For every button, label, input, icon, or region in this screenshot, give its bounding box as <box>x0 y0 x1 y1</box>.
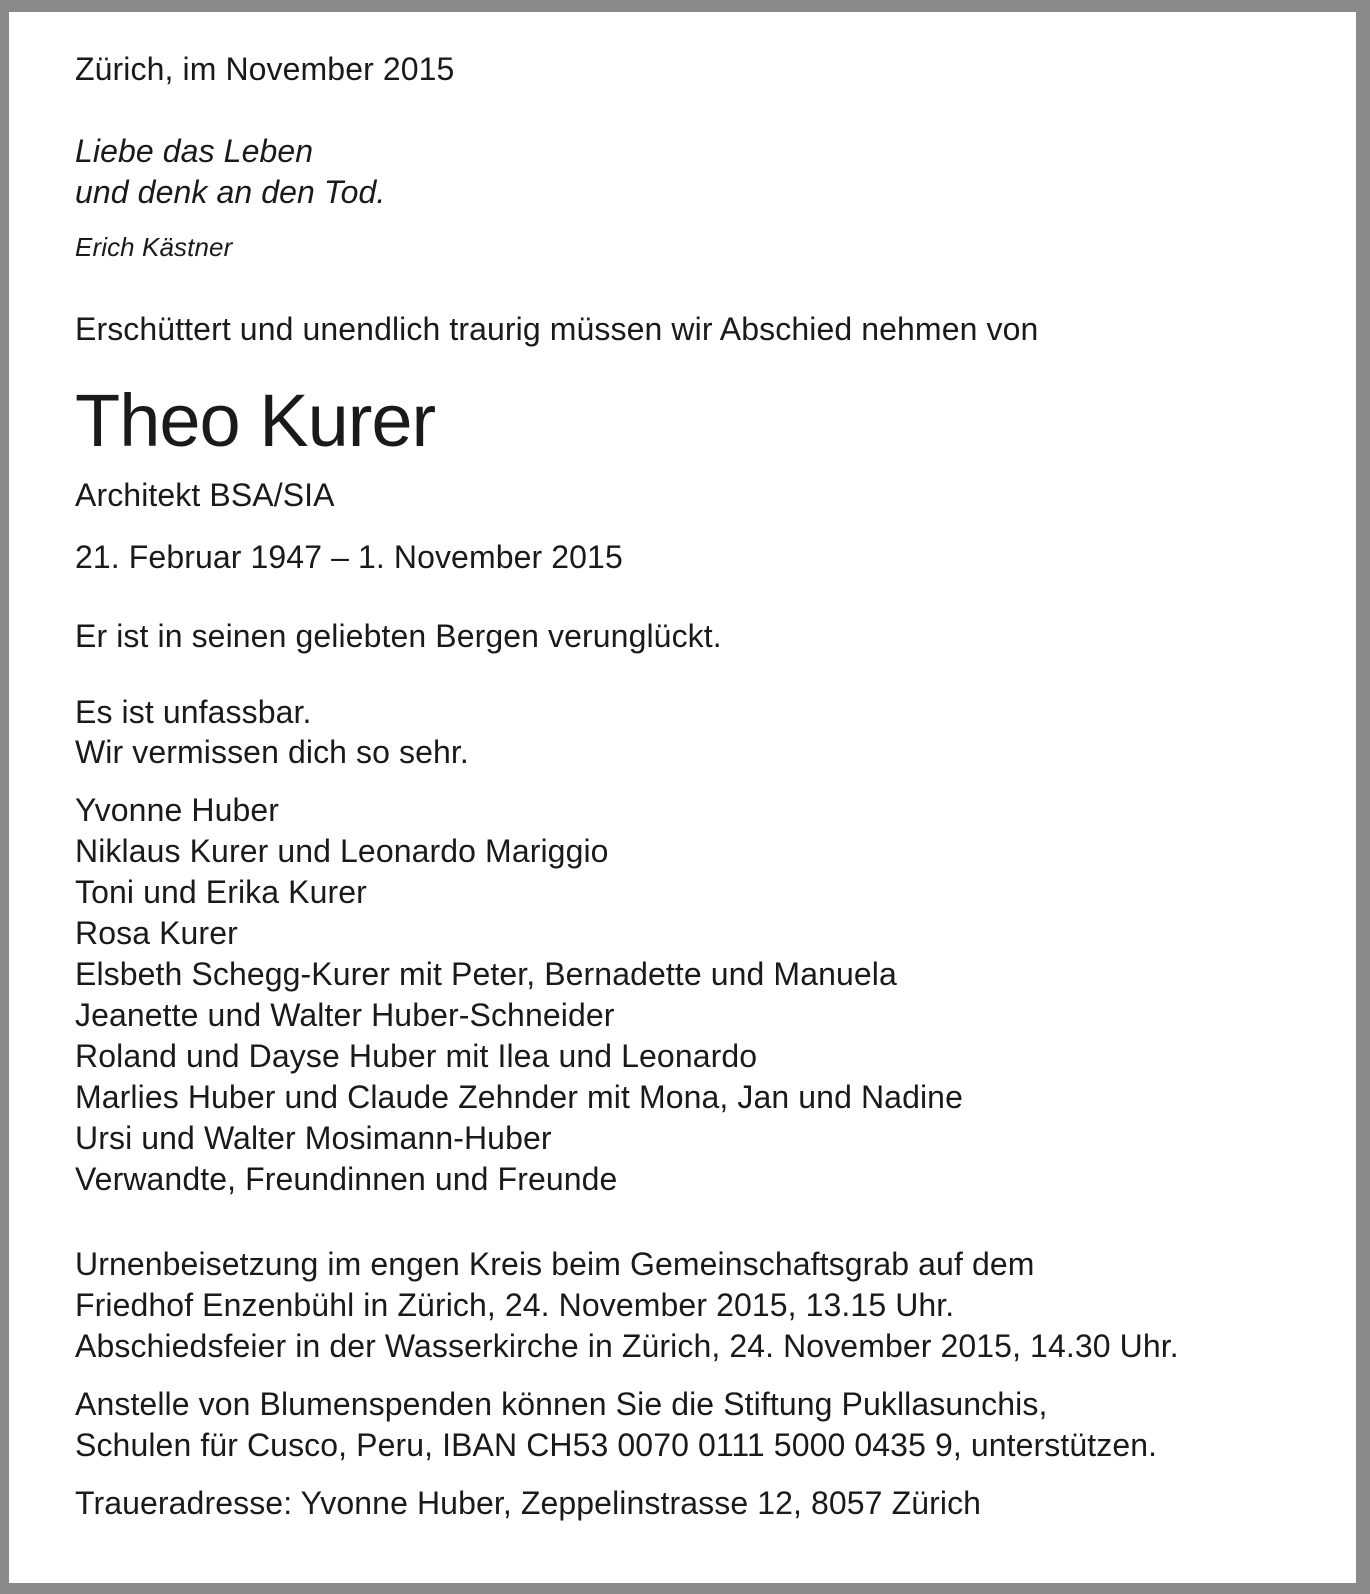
deceased-title: Architekt BSA/SIA <box>75 477 335 513</box>
ceremony-line-1: Urnenbeisetzung im engen Kreis beim Gemeinschaftsgrab auf dem <box>75 1246 1035 1282</box>
place-date: Zürich, im November 2015 <box>75 51 455 87</box>
mourner-line: Ursi und Walter Mosimann-Huber <box>75 1120 552 1156</box>
obituary-notice <box>9 12 1356 1583</box>
intro-text: Erschüttert und unendlich traurig müssen wir Abschied nehmen von <box>75 311 1039 347</box>
mourning-address: Traueradresse: Yvonne Huber, Zeppelinstrasse 12, 8057 Zürich <box>75 1485 982 1521</box>
mourner-line: Verwandte, Freundinnen und Freunde <box>75 1161 618 1197</box>
mourner-line: Jeanette und Walter Huber-Schneider <box>75 997 615 1033</box>
mourner-line: Toni und Erika Kurer <box>75 874 367 910</box>
message-line-2: Wir vermissen dich so sehr. <box>75 734 469 770</box>
life-dates: 21. Februar 1947 – 1. November 2015 <box>75 539 623 575</box>
donation-line-1: Anstelle von Blumenspenden können Sie die Stiftung Pukllasunchis, <box>75 1386 1048 1422</box>
quote-line-1: Liebe das Leben <box>75 133 314 169</box>
mourner-line: Yvonne Huber <box>75 792 280 828</box>
ceremony-line-3: Abschiedsfeier in der Wasserkirche in Zürich, 24. November 2015, 14.30 Uhr. <box>75 1328 1179 1364</box>
mourner-line: Rosa Kurer <box>75 915 238 951</box>
mourner-line: Marlies Huber und Claude Zehnder mit Mona, Jan und Nadine <box>75 1079 963 1115</box>
donation-line-2: Schulen für Cusco, Peru, IBAN CH53 0070 0111 5000 0435 9, unterstützen. <box>75 1427 1158 1463</box>
mourner-line: Roland und Dayse Huber mit Ilea und Leonardo <box>75 1038 758 1074</box>
deceased-name: Theo Kurer <box>75 379 436 462</box>
circumstance-text: Er ist in seinen geliebten Bergen verunglückt. <box>75 618 722 654</box>
quote-line-2: und denk an den Tod. <box>75 174 386 210</box>
quote-author: Erich Kästner <box>75 232 233 262</box>
mourner-line: Niklaus Kurer und Leonardo Mariggio <box>75 833 609 869</box>
message-line-1: Es ist unfassbar. <box>75 694 312 730</box>
mourner-line: Elsbeth Schegg-Kurer mit Peter, Bernadette und Manuela <box>75 956 897 992</box>
ceremony-line-2: Friedhof Enzenbühl in Zürich, 24. November 2015, 13.15 Uhr. <box>75 1287 955 1323</box>
